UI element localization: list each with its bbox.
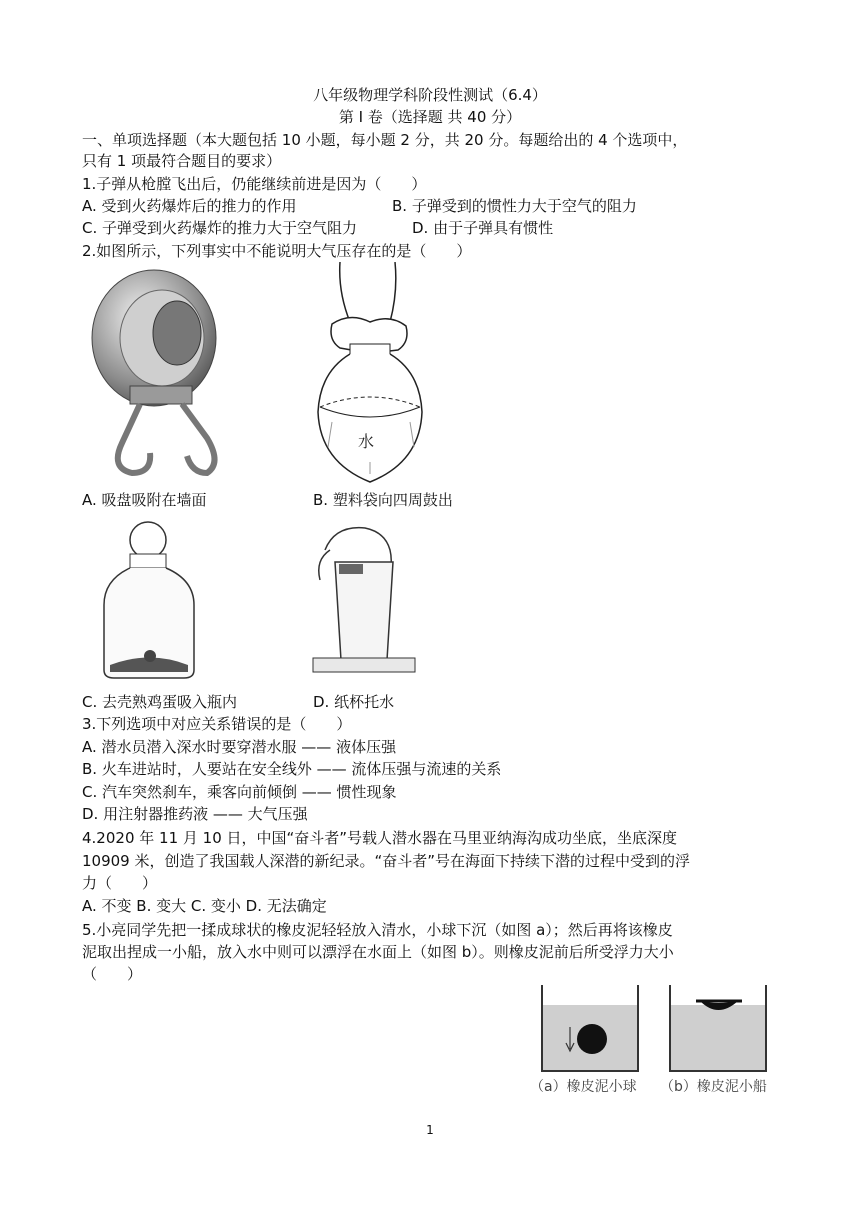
q5-line-3: （ ） <box>82 965 143 983</box>
q5-line-2: 泥取出捏成一小船，放入水中则可以漂浮在水面上（如图 b）。则橡皮泥前后所受浮力大小 <box>82 943 674 961</box>
q3-option-d: D. 用注射器推药液 —— 大气压强 <box>82 805 308 823</box>
page-title: 八年级物理学科阶段性测试（6.4） <box>313 86 547 104</box>
q3-option-c: C. 汽车突然刹车，乘客向前倾倒 —— 惯性现象 <box>82 783 397 801</box>
q3-option-b: B. 火车进站时，人要站在安全线外 —— 流体压强与流速的关系 <box>82 760 502 778</box>
q3-stem: 3.下列选项中对应关系错误的是（ ） <box>82 715 352 733</box>
plastic-bag-figure <box>310 262 450 487</box>
q1-stem: 1.子弹从枪膛飞出后，仍能继续前进是因为（ ） <box>82 175 427 193</box>
q4-line-1: 4.2020 年 11 月 10 日，中国“奋斗者”号载人潜水器在马里亚纳海沟成功坐底，坐底深度 <box>82 829 678 847</box>
q1-option-c: C. 子弹受到火药爆炸的推力大于空气阻力 <box>82 219 358 237</box>
q2-option-c: C. 去壳熟鸡蛋吸入瓶内 <box>82 693 238 711</box>
q1-option-b: B. 子弹受到的惯性力大于空气的阻力 <box>392 197 637 215</box>
q3-option-a: A. 潜水员潜入深水时要穿潜水服 —— 液体压强 <box>82 738 397 756</box>
egg-bottle-figure <box>100 520 200 685</box>
q1-option-d: D. 由于子弹具有惯性 <box>412 219 554 237</box>
q5-line-1: 5.小亮同学先把一揉成球状的橡皮泥轻轻放入清水，小球下沉（如图 a）；然后再将该橡皮 <box>82 921 673 939</box>
caption-a: （a）橡皮泥小球 <box>530 1079 637 1095</box>
q2-option-d: D. 纸杯托水 <box>313 693 395 711</box>
section-intro-1: 一、单项选择题（本大题包括 10 小题，每小题 2 分，共 20 分。每题给出的 4 个选项中， <box>82 131 688 149</box>
q4-line-2: 10909 米，创造了我国载人深潜的新纪录。“奋斗者”号在海面下持续下潜的过程中受到的浮 <box>82 852 691 870</box>
water-label: 水 <box>358 432 375 451</box>
q2-stem: 2.如图所示，下列事实中不能说明大气压存在的是（ ） <box>82 242 472 260</box>
clay-ball-beaker-figure <box>540 985 640 1075</box>
suction-hook-figure <box>82 268 242 483</box>
volume-title: 第 Ⅰ 卷（选择题 共 40 分） <box>338 108 522 126</box>
q2-option-b: B. 塑料袋向四周鼓出 <box>313 491 453 509</box>
clay-boat-beaker-figure <box>668 985 768 1075</box>
q1-option-a: A. 受到火药爆炸后的推力的作用 <box>82 197 297 215</box>
section-intro-2: 只有 1 项最符合题目的要求） <box>82 152 282 170</box>
q4-line-3: 力（ ） <box>82 874 158 892</box>
page-number: 1 <box>426 1123 434 1137</box>
q2-option-a: A. 吸盘吸附在墙面 <box>82 491 207 509</box>
q4-options: A. 不变 B. 变大 C. 变小 D. 无法确定 <box>82 897 327 915</box>
caption-b: （b）橡皮泥小船 <box>660 1079 767 1095</box>
paper-cup-figure <box>305 520 425 685</box>
